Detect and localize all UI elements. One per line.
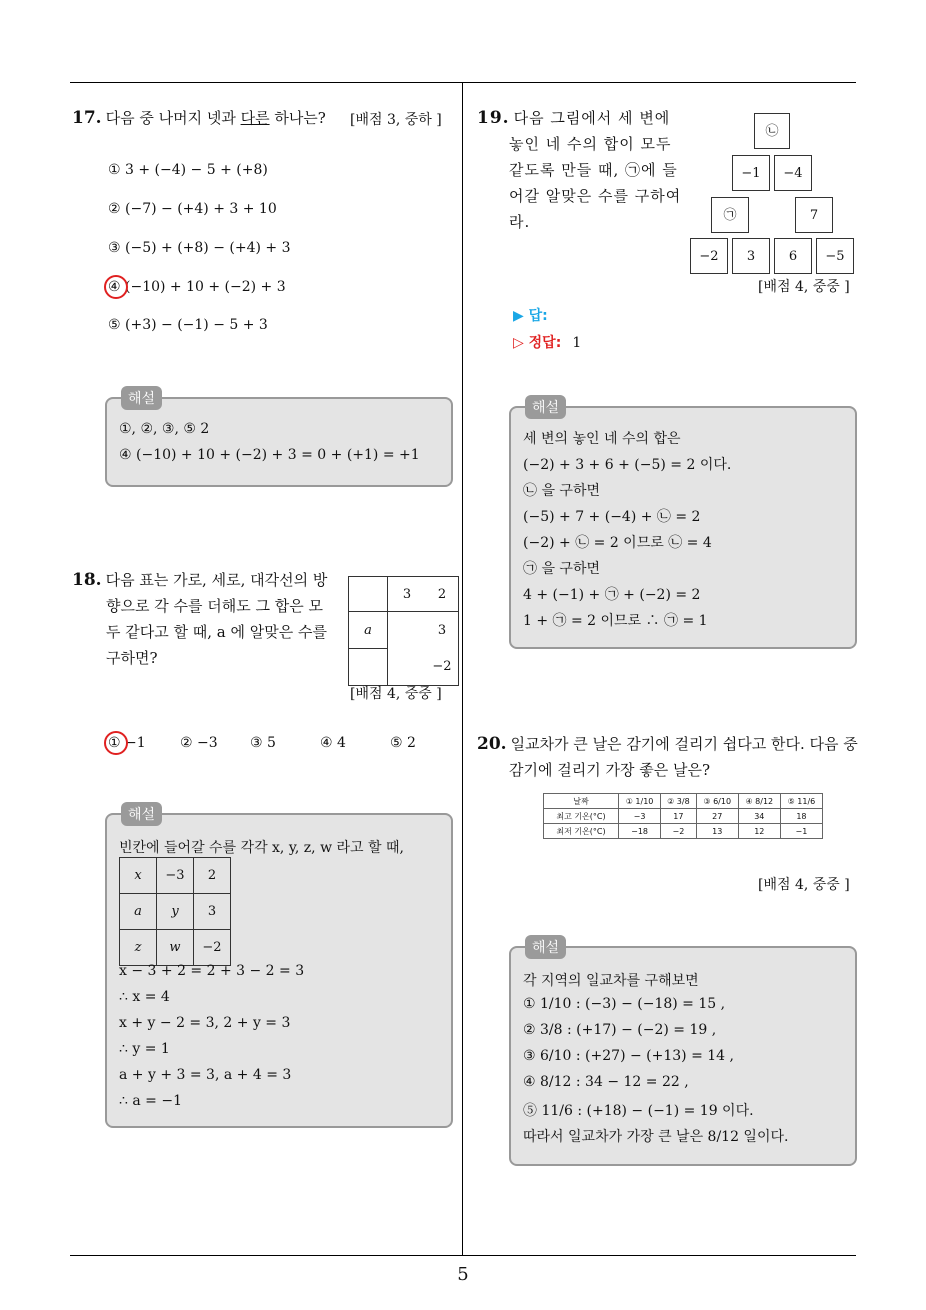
score-meta: [배점 3, 중하 ] bbox=[350, 112, 442, 128]
choice-5[interactable]: ⑤ 2 bbox=[390, 735, 416, 751]
grid-cell: x bbox=[120, 858, 157, 894]
answer-label: ▶ 답: bbox=[513, 308, 548, 324]
grid-cell bbox=[388, 649, 427, 686]
grid-cell: 3 bbox=[194, 894, 231, 930]
choice-1[interactable]: ① −1 bbox=[108, 735, 146, 751]
explanation-tag: 해설 bbox=[525, 395, 566, 419]
grid-cell: a bbox=[349, 612, 388, 649]
table-row bbox=[544, 824, 823, 839]
explanation-line: ③ 6/10 : (+27) − (+13) = 14 , bbox=[523, 1048, 734, 1064]
grid-cell: −2 bbox=[194, 930, 231, 966]
explanation-line: 4 + (−1) + ㉠ + (−2) = 2 bbox=[523, 587, 701, 603]
correct-answer bbox=[513, 332, 581, 352]
explanation-line: ㉠ 을 구하면 bbox=[523, 561, 600, 577]
column-divider bbox=[462, 82, 463, 1256]
table-row bbox=[544, 809, 823, 824]
explanation-line: 1 + ㉠ = 2 이므로 ∴ ㉠ = 1 bbox=[523, 613, 708, 629]
explanation-line: ④ (−10) + 10 + (−2) + 3 = 0 + (+1) = +1 bbox=[119, 447, 420, 463]
table-header-cell: ② 3/8 bbox=[661, 794, 697, 809]
grid-cell: y bbox=[157, 894, 194, 930]
magic-square bbox=[348, 576, 459, 686]
bottom-rule bbox=[70, 1255, 856, 1256]
explanation-line: x + y − 2 = 3, 2 + y = 3 bbox=[119, 1015, 291, 1031]
choice-3[interactable]: ③ (−5) + (+8) − (+4) + 3 bbox=[108, 240, 291, 256]
figure-cell: 6 bbox=[774, 238, 812, 274]
explanation-line: x − 3 + 2 = 2 + 3 − 2 = 3 bbox=[119, 963, 305, 979]
question-18-stem: 18. 다음 표는 가로, 세로, 대각선의 방 향으로 각 수를 더해도 그 합은 모 두 같다고 할 때, a 에 알맞은 수를 구하면? bbox=[72, 570, 328, 667]
grid-cell: 2 bbox=[194, 858, 231, 894]
explanation-box-18 bbox=[105, 807, 453, 1128]
temperature-table bbox=[543, 793, 823, 839]
question-number: 17. bbox=[72, 108, 102, 128]
explanation-line: (−2) + ㉡ = 2 이므로 ㉡ = 4 bbox=[523, 535, 712, 551]
choice-3[interactable]: ③ 5 bbox=[250, 735, 276, 751]
grid-cell: 2 bbox=[426, 577, 459, 612]
explanation-line: 각 지역의 일교차를 구해보면 bbox=[523, 973, 699, 989]
choice-1[interactable]: ① 3 + (−4) − 5 + (+8) bbox=[108, 162, 268, 178]
page-number: 5 bbox=[457, 1264, 469, 1285]
table-cell: 12 bbox=[738, 824, 780, 839]
question-17-stem: 17. 다음 중 나머지 넷과 다른 하나는? bbox=[72, 108, 326, 128]
table-cell: 18 bbox=[780, 809, 822, 824]
correct-value: 1 bbox=[572, 335, 582, 351]
explanation-line: (−5) + 7 + (−4) + ㉡ = 2 bbox=[523, 509, 701, 525]
table-cell: −1 bbox=[780, 824, 822, 839]
choice-5[interactable]: ⑤ (+3) − (−1) − 5 + 3 bbox=[108, 317, 268, 333]
explanation-box-19 bbox=[509, 400, 857, 649]
explanation-line: ⑤ 11/6 : (+18) − (−1) = 19 이다. bbox=[523, 1103, 754, 1119]
question-number: 20. bbox=[477, 734, 507, 754]
score-meta: [배점 4, 중중 ] bbox=[350, 686, 442, 702]
correct-label: ▷ 정답: bbox=[513, 335, 562, 351]
explanation-line: ∴ a = −1 bbox=[119, 1093, 182, 1109]
table-cell: 17 bbox=[661, 809, 697, 824]
table-header-row bbox=[544, 794, 823, 809]
grid-cell bbox=[349, 649, 388, 686]
figure-cell-top: ㉡ bbox=[754, 113, 790, 149]
explanation-line: 빈칸에 들어갈 수를 각각 x, y, z, w 라고 할 때, bbox=[119, 840, 404, 856]
explanation-line: ①, ②, ③, ⑤ 2 bbox=[119, 421, 210, 437]
grid-cell bbox=[349, 577, 388, 612]
explanation-line: ㉡ 을 구하면 bbox=[523, 483, 600, 499]
explanation-tag: 해설 bbox=[525, 935, 566, 959]
grid-cell: 3 bbox=[388, 577, 427, 612]
explanation-line: ④ 8/12 : 34 − 12 = 22 , bbox=[523, 1074, 689, 1090]
table-cell: −3 bbox=[619, 809, 661, 824]
figure-cell: −2 bbox=[690, 238, 728, 274]
top-rule bbox=[70, 82, 856, 83]
table-header-cell: ④ 8/12 bbox=[738, 794, 780, 809]
question-20-stem: 20. 일교차가 큰 날은 감기에 걸리기 쉽다고 한다. 다음 중 감기에 걸리기 가장 좋은 날은? bbox=[477, 734, 858, 779]
explanation-line: ∴ y = 1 bbox=[119, 1041, 170, 1057]
explanation-box-17 bbox=[105, 391, 453, 487]
table-header-cell: ① 1/10 bbox=[619, 794, 661, 809]
score-meta: [배점 4, 중중 ] bbox=[758, 279, 850, 295]
explanation-line: (−2) + 3 + 6 + (−5) = 2 이다. bbox=[523, 457, 732, 473]
grid-cell bbox=[388, 612, 427, 649]
table-cell: 34 bbox=[738, 809, 780, 824]
explanation-line: 세 변의 놓인 네 수의 합은 bbox=[523, 431, 681, 447]
grid-cell: w bbox=[157, 930, 194, 966]
grid-cell: −2 bbox=[426, 649, 459, 686]
score-meta: [배점 4, 중중 ] bbox=[758, 877, 850, 893]
selected-answer-mark bbox=[104, 275, 128, 299]
explanation-grid bbox=[119, 857, 231, 966]
explanation-line: ① 1/10 : (−3) − (−18) = 15 , bbox=[523, 996, 726, 1012]
question-number: 19. bbox=[477, 108, 510, 128]
explanation-line: a + y + 3 = 3, a + 4 = 3 bbox=[119, 1067, 292, 1083]
explanation-tag: 해설 bbox=[121, 802, 162, 826]
table-cell: −18 bbox=[619, 824, 661, 839]
explanation-tag: 해설 bbox=[121, 386, 162, 410]
grid-cell: 3 bbox=[426, 612, 459, 649]
choice-4[interactable]: ④ (−10) + 10 + (−2) + 3 bbox=[108, 279, 286, 295]
figure-cell: −1 bbox=[732, 155, 770, 191]
table-cell: 최고 기온(°C) bbox=[544, 809, 619, 824]
selected-answer-mark bbox=[104, 731, 128, 755]
figure-cell: −5 bbox=[816, 238, 854, 274]
explanation-line: 따라서 일교차가 가장 큰 날은 8/12 일이다. bbox=[523, 1129, 789, 1145]
grid-cell: −3 bbox=[157, 858, 194, 894]
table-header-cell: ③ 6/10 bbox=[696, 794, 738, 809]
choice-2[interactable]: ② −3 bbox=[180, 735, 218, 751]
table-cell: 최저 기온(°C) bbox=[544, 824, 619, 839]
figure-cell: 7 bbox=[795, 197, 833, 233]
figure-cell: 3 bbox=[732, 238, 770, 274]
question-19-stem: 19. 다음 그림에서 세 변에 놓인 네 수의 합이 모두 같도록 만들 때, ㉠에 들 어갈 알맞은 수를 구하여 라. bbox=[477, 108, 682, 231]
table-cell: −2 bbox=[661, 824, 697, 839]
explanation-box-20 bbox=[509, 940, 857, 1166]
choice-4[interactable]: ④ 4 bbox=[320, 735, 346, 751]
figure-cell: ㉠ bbox=[711, 197, 749, 233]
question-number: 18. bbox=[72, 570, 102, 590]
explanation-line: ∴ x = 4 bbox=[119, 989, 170, 1005]
grid-cell: a bbox=[120, 894, 157, 930]
choice-2[interactable]: ② (−7) − (+4) + 3 + 10 bbox=[108, 201, 277, 217]
table-cell: 13 bbox=[696, 824, 738, 839]
figure-cell: −4 bbox=[774, 155, 812, 191]
explanation-line: ② 3/8 : (+17) − (−2) = 19 , bbox=[523, 1022, 717, 1038]
answer-input[interactable] bbox=[580, 303, 700, 323]
table-cell: 27 bbox=[696, 809, 738, 824]
table-header-cell: 날짜 bbox=[544, 794, 619, 809]
grid-cell: z bbox=[120, 930, 157, 966]
table-header-cell: ⑤ 11/6 bbox=[780, 794, 822, 809]
